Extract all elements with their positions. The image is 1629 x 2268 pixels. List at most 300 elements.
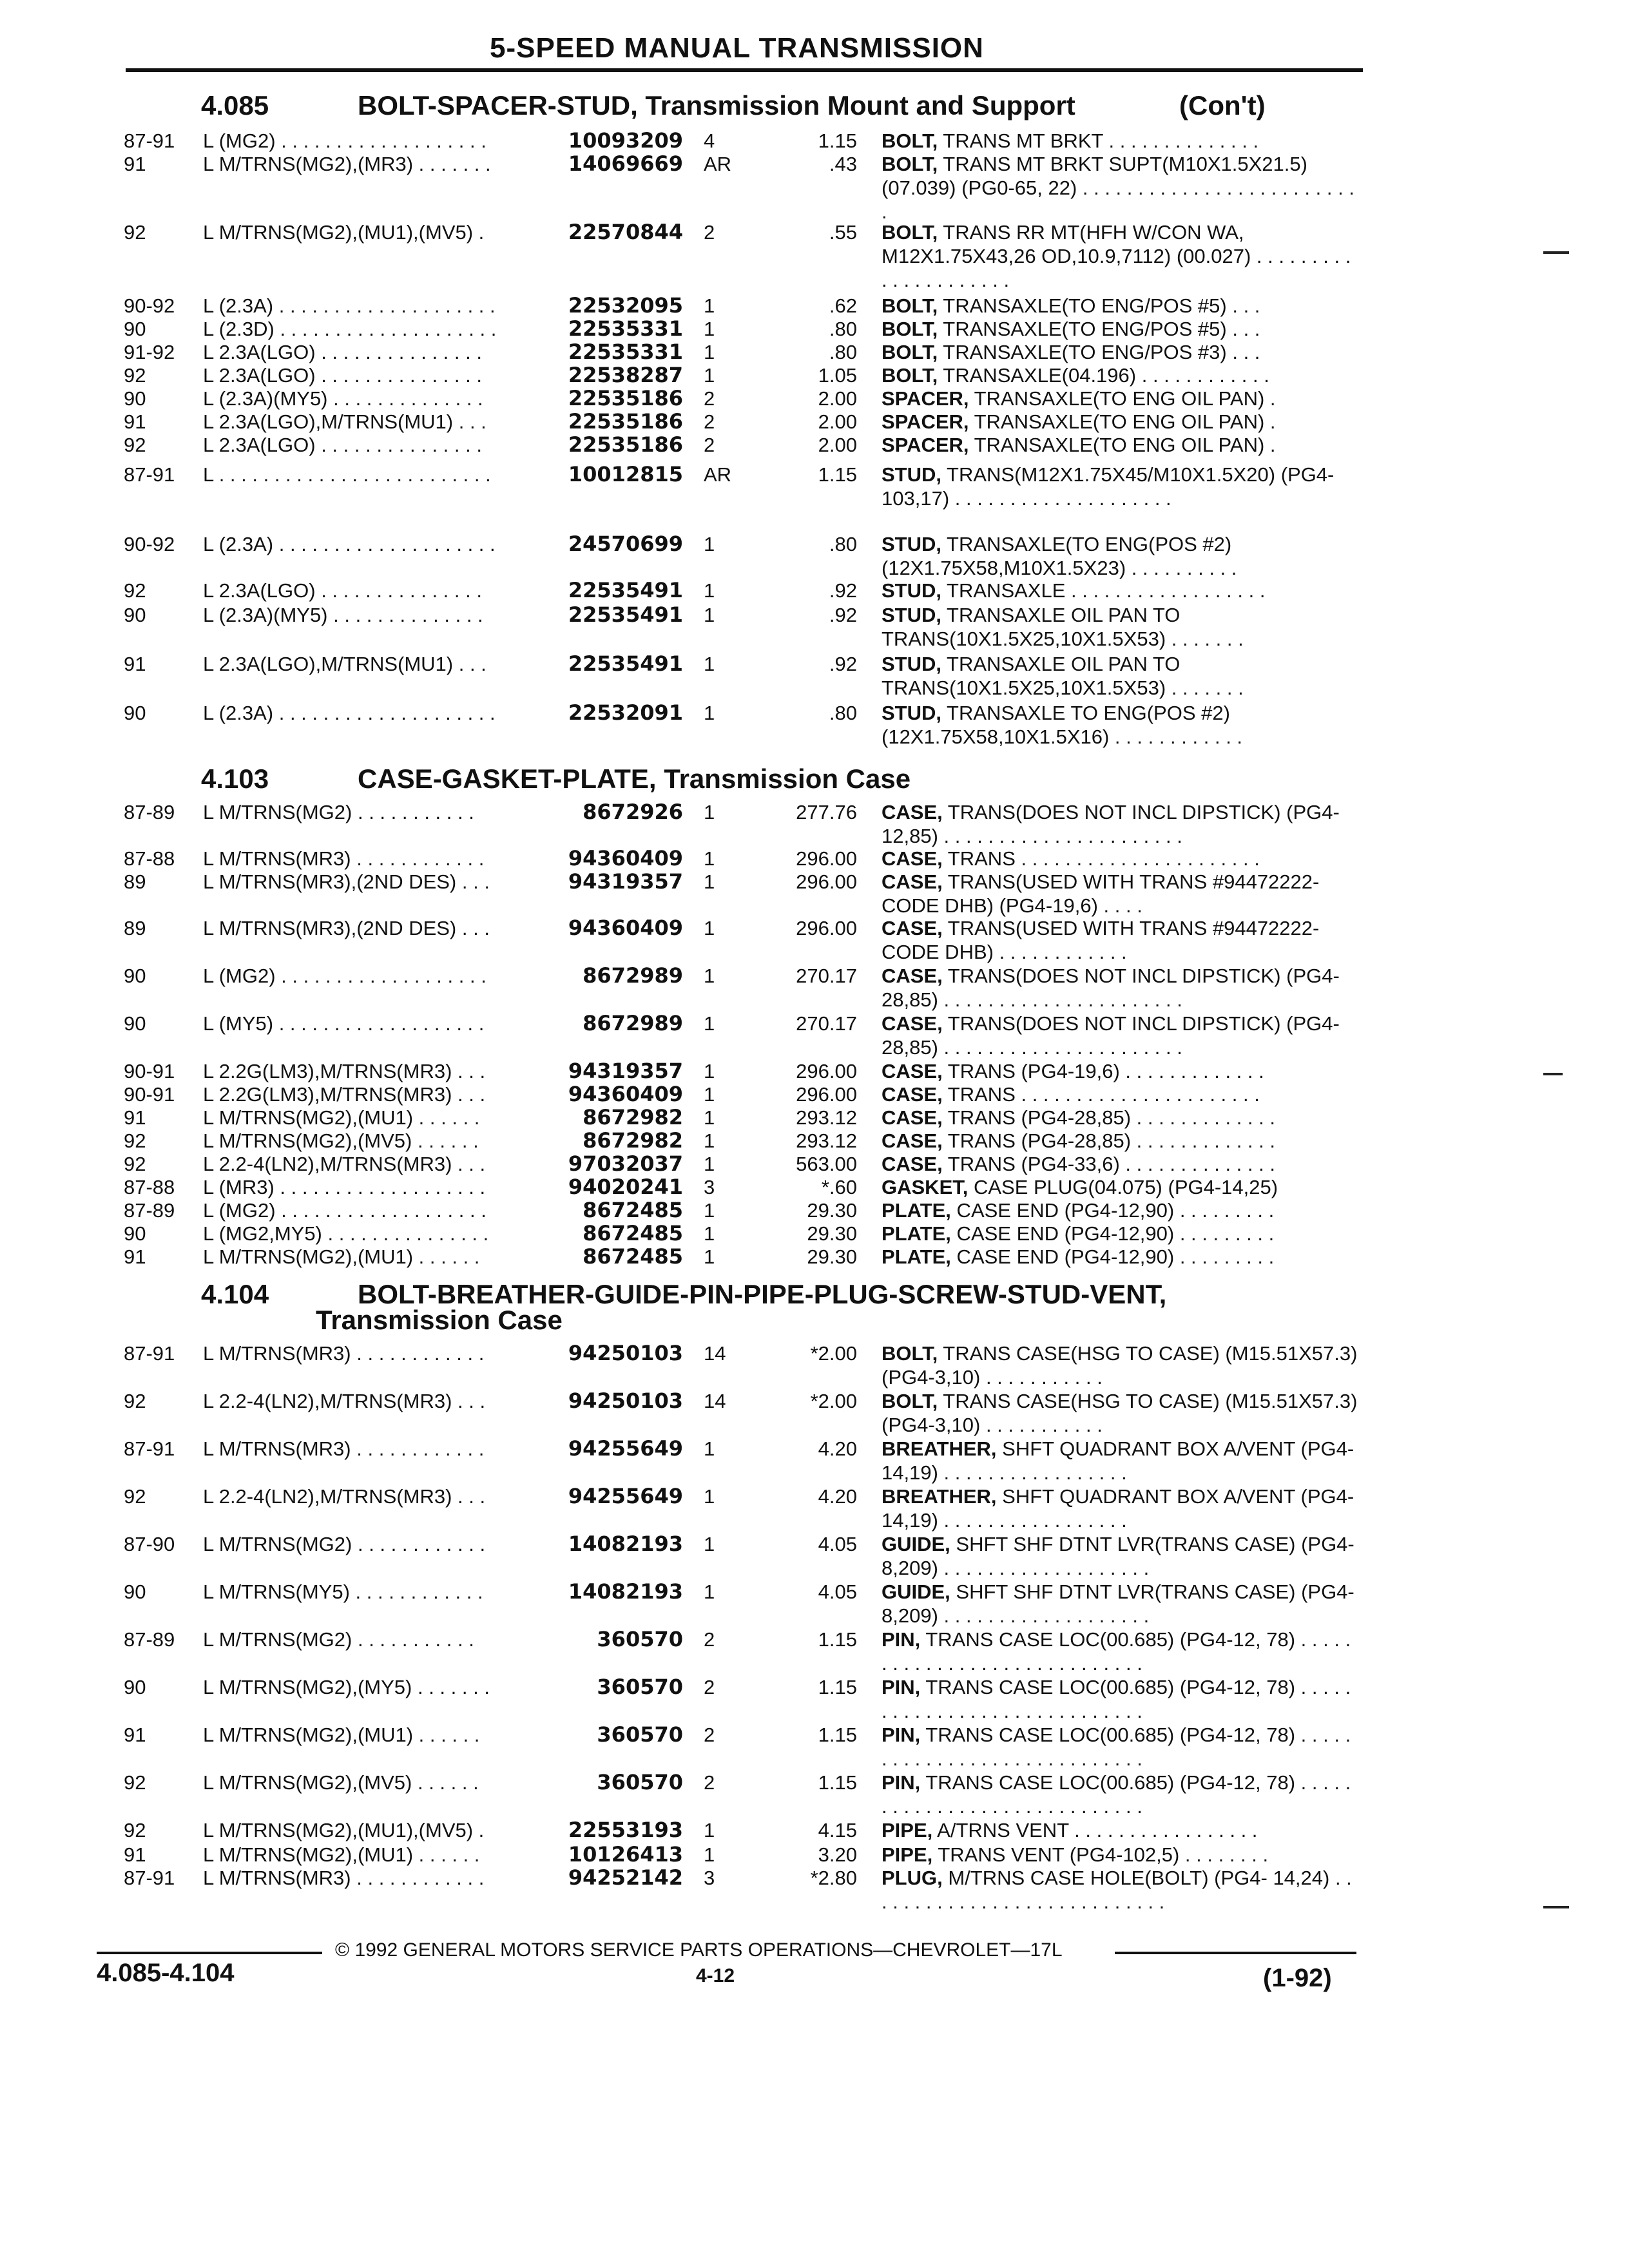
part-type: CASE, bbox=[882, 1012, 943, 1035]
description: CASE, TRANS (PG4-28,85) . . . . . . . . . . . . . bbox=[882, 1106, 1275, 1129]
model-years: 92 bbox=[124, 221, 146, 244]
part-number: 10093209 bbox=[568, 128, 683, 153]
quantity: 1 bbox=[704, 1129, 715, 1152]
usage-line: L M/TRNS(MG2),(MV5) . . . . . . bbox=[203, 1771, 479, 1794]
quantity: 1 bbox=[704, 1060, 715, 1082]
part-number: 22553193 bbox=[568, 1818, 683, 1842]
model-years: 90 bbox=[124, 1676, 146, 1698]
model-years: 91-92 bbox=[124, 341, 175, 363]
part-number: 360570 bbox=[597, 1770, 683, 1794]
quantity: 2 bbox=[704, 1628, 715, 1651]
quantity: 2 bbox=[704, 410, 715, 433]
part-number: 94252142 bbox=[568, 1865, 683, 1890]
part-type: STUD, bbox=[882, 604, 941, 626]
section-continued-label: (Con't) bbox=[1179, 90, 1266, 120]
part-type: BOLT, bbox=[882, 221, 938, 244]
price: .92 bbox=[829, 604, 857, 626]
usage-line: L (MR3) . . . . . . . . . . . . . . . . . . . bbox=[203, 1176, 486, 1198]
description: BOLT, TRANSAXLE(TO ENG/POS #5) . . . bbox=[882, 318, 1260, 340]
part-number: 8672485 bbox=[583, 1198, 683, 1222]
model-years: 90-92 bbox=[124, 533, 175, 555]
price: *2.00 bbox=[810, 1390, 857, 1412]
description: STUD, TRANSAXLE OIL PAN TO TRANS(10X1.5X25,10X1.5X53) . . . . . . . bbox=[882, 653, 1244, 699]
model-years: 92 bbox=[124, 1129, 146, 1152]
price: .80 bbox=[829, 702, 857, 724]
part-number: 14082193 bbox=[568, 1532, 683, 1556]
part-type: BOLT, bbox=[882, 1342, 938, 1365]
part-number: 94020241 bbox=[568, 1175, 683, 1199]
price: 1.15 bbox=[818, 130, 857, 152]
usage-line: L 2.3A(LGO),M/TRNS(MU1) . . . bbox=[203, 410, 487, 433]
part-type: GUIDE, bbox=[882, 1581, 950, 1603]
usage-line: L M/TRNS(MG2),(MU1) . . . . . . bbox=[203, 1245, 480, 1268]
usage-line: L M/TRNS(MG2),(MU1),(MV5) . bbox=[203, 221, 485, 244]
description: BOLT, TRANSAXLE(TO ENG/POS #3) . . . bbox=[882, 341, 1260, 363]
model-years: 92 bbox=[124, 579, 146, 602]
usage-line: L M/TRNS(MR3) . . . . . . . . . . . . bbox=[203, 1342, 485, 1365]
usage-line: L M/TRNS(MG2),(MU1),(MV5) . bbox=[203, 1819, 485, 1841]
model-years: 92 bbox=[124, 364, 146, 387]
quantity: 1 bbox=[704, 1581, 715, 1603]
quantity: 3 bbox=[704, 1176, 715, 1198]
description: PLATE, CASE END (PG4-12,90) . . . . . . . . . bbox=[882, 1199, 1275, 1222]
usage-line: L (2.3D) . . . . . . . . . . . . . . . . . . . . bbox=[203, 318, 497, 340]
description: CASE, TRANS(DOES NOT INCL DIPSTICK) (PG4-12,85) . . . . . . . . . . . . . . . . . . . . . . bbox=[882, 801, 1340, 847]
part-number: 360570 bbox=[597, 1627, 683, 1651]
part-number: 22532095 bbox=[568, 293, 683, 318]
quantity: 1 bbox=[704, 847, 715, 870]
part-number: 8672485 bbox=[583, 1244, 683, 1269]
quantity: 1 bbox=[704, 1819, 715, 1841]
description: BOLT, TRANS MT BRKT SUPT(M10X1.5X21.5)(07.039) (PG0-65, 22) . . . . . . . . . . . . . . . . . . . . . . . . . . bbox=[882, 153, 1354, 223]
part-number: 94360409 bbox=[568, 1082, 683, 1106]
section-title: BOLT-BREATHER-GUIDE-PIN-PIPE-PLUG-SCREW-STUD-VENT, bbox=[358, 1279, 1167, 1309]
quantity: 1 bbox=[704, 1485, 715, 1508]
part-number: 360570 bbox=[597, 1675, 683, 1699]
price: 1.15 bbox=[818, 463, 857, 486]
model-years: 90-91 bbox=[124, 1060, 175, 1082]
usage-line: L 2.2-4(LN2),M/TRNS(MR3) . . . bbox=[203, 1153, 486, 1175]
part-type: CASE, bbox=[882, 1106, 943, 1129]
model-years: 91 bbox=[124, 410, 146, 433]
part-type: PIN, bbox=[882, 1771, 921, 1794]
model-years: 90 bbox=[124, 387, 146, 410]
part-type: PIN, bbox=[882, 1724, 921, 1746]
header-rule bbox=[126, 68, 1363, 72]
usage-line: L M/TRNS(MG2),(MV5) . . . . . . bbox=[203, 1129, 479, 1152]
part-type: PIPE, bbox=[882, 1843, 933, 1866]
model-years: 92 bbox=[124, 1153, 146, 1175]
part-type: PLUG, bbox=[882, 1867, 943, 1889]
price: 2.00 bbox=[818, 410, 857, 433]
quantity: 2 bbox=[704, 1676, 715, 1698]
part-type: BOLT, bbox=[882, 318, 938, 340]
model-years: 87-91 bbox=[124, 130, 175, 152]
description: CASE, TRANS(USED WITH TRANS #94472222-CODE DHB) . . . . . . . . . . . . bbox=[882, 917, 1320, 963]
price: .92 bbox=[829, 579, 857, 602]
price: 270.17 bbox=[796, 1012, 857, 1035]
quantity: 1 bbox=[704, 870, 715, 893]
section-number: 4.103 bbox=[201, 764, 269, 794]
model-years: 90 bbox=[124, 1581, 146, 1603]
price: 1.15 bbox=[818, 1676, 857, 1698]
description: CASE, TRANS(USED WITH TRANS #94472222-CODE DHB) (PG4-19,6) . . . . bbox=[882, 870, 1320, 917]
part-type: BOLT, bbox=[882, 294, 938, 317]
price: 4.05 bbox=[818, 1533, 857, 1555]
footer-rule-left bbox=[97, 1952, 322, 1954]
description: STUD, TRANSAXLE TO ENG(POS #2) (12X1.75X58,10X1.5X16) . . . . . . . . . . . . bbox=[882, 702, 1243, 748]
quantity: 1 bbox=[704, 604, 715, 626]
usage-line: L (MG2) . . . . . . . . . . . . . . . . . . . bbox=[203, 965, 487, 987]
page-title: 5-SPEED MANUAL TRANSMISSION bbox=[490, 32, 984, 64]
part-type: STUD, bbox=[882, 653, 941, 675]
part-number: 8672485 bbox=[583, 1221, 683, 1245]
quantity: 4 bbox=[704, 130, 715, 152]
part-number: 94255649 bbox=[568, 1436, 683, 1461]
quantity: 1 bbox=[704, 1222, 715, 1245]
price: .43 bbox=[829, 153, 857, 175]
usage-line: L (2.3A)(MY5) . . . . . . . . . . . . . . bbox=[203, 604, 483, 626]
model-years: 87-91 bbox=[124, 463, 175, 486]
part-type: CASE, bbox=[882, 801, 943, 823]
description: CASE, TRANS(DOES NOT INCL DIPSTICK) (PG4-28,85) . . . . . . . . . . . . . . . . . . . . . . bbox=[882, 1012, 1340, 1059]
model-years: 92 bbox=[124, 1485, 146, 1508]
quantity: 14 bbox=[704, 1342, 726, 1365]
usage-line: L M/TRNS(MR3),(2ND DES) . . . bbox=[203, 917, 490, 939]
usage-line: L . . . . . . . . . . . . . . . . . . . . . . . . . bbox=[203, 463, 491, 486]
part-type: STUD, bbox=[882, 463, 941, 486]
part-number: 22535491 bbox=[568, 578, 683, 602]
price: .80 bbox=[829, 533, 857, 555]
description: SPACER, TRANSAXLE(TO ENG OIL PAN) . bbox=[882, 434, 1276, 456]
description: BOLT, TRANS RR MT(HFH W/CON WA, M12X1.75X43,26 OD,10.9,7112) (00.027) . . . . . . . . . . . . . . . . . . . . . bbox=[882, 221, 1351, 291]
quantity: 1 bbox=[704, 1533, 715, 1555]
section-number: 4.104 bbox=[201, 1279, 269, 1309]
model-years: 92 bbox=[124, 434, 146, 456]
price: 29.30 bbox=[807, 1222, 857, 1245]
price: 29.30 bbox=[807, 1199, 857, 1222]
quantity: 2 bbox=[704, 1771, 715, 1794]
description: PIN, TRANS CASE LOC(00.685) (PG4-12, 78) . . . . . . . . . . . . . . . . . . . . . . . . . . . . . bbox=[882, 1676, 1351, 1722]
description: BOLT, TRANSAXLE(TO ENG/POS #5) . . . bbox=[882, 294, 1260, 317]
part-type: CASE, bbox=[882, 1083, 943, 1106]
part-type: CASE, bbox=[882, 917, 943, 939]
margin-mark bbox=[1543, 1073, 1563, 1075]
usage-line: L M/TRNS(MG2),(MU1) . . . . . . bbox=[203, 1843, 480, 1866]
part-number: 97032037 bbox=[568, 1151, 683, 1176]
model-years: 90 bbox=[124, 604, 146, 626]
usage-line: L 2.2G(LM3),M/TRNS(MR3) . . . bbox=[203, 1060, 486, 1082]
model-years: 92 bbox=[124, 1819, 146, 1841]
quantity: 3 bbox=[704, 1867, 715, 1889]
part-type: GASKET, bbox=[882, 1176, 969, 1198]
model-years: 87-88 bbox=[124, 1176, 175, 1198]
description: CASE, TRANS . . . . . . . . . . . . . . . . . . . . . . bbox=[882, 1083, 1260, 1106]
description: GUIDE, SHFT SHF DTNT LVR(TRANS CASE) (PG4-8,209) . . . . . . . . . . . . . . . . . . . bbox=[882, 1533, 1354, 1579]
price: *.60 bbox=[821, 1176, 857, 1198]
part-type: CASE, bbox=[882, 965, 943, 987]
margin-mark bbox=[1543, 1906, 1569, 1908]
usage-line: L M/TRNS(MG2) . . . . . . . . . . . bbox=[203, 801, 474, 823]
part-type: CASE, bbox=[882, 1129, 943, 1152]
description: BOLT, TRANS CASE(HSG TO CASE) (M15.51X57.3) (PG4-3,10) . . . . . . . . . . . bbox=[882, 1342, 1358, 1389]
part-number: 22535186 bbox=[568, 432, 683, 457]
part-number: 22538287 bbox=[568, 363, 683, 387]
model-years: 87-91 bbox=[124, 1437, 175, 1460]
part-type: BOLT, bbox=[882, 1390, 938, 1412]
part-type: PIN, bbox=[882, 1676, 921, 1698]
usage-line: L 2.2-4(LN2),M/TRNS(MR3) . . . bbox=[203, 1485, 486, 1508]
description: CASE, TRANS (PG4-19,6) . . . . . . . . . . . . . bbox=[882, 1060, 1264, 1082]
part-type: PLATE, bbox=[882, 1199, 951, 1222]
usage-line: L (2.3A)(MY5) . . . . . . . . . . . . . . bbox=[203, 387, 483, 410]
price: 2.00 bbox=[818, 387, 857, 410]
price: 293.12 bbox=[796, 1106, 857, 1129]
section-title-continued: Transmission Case bbox=[316, 1305, 563, 1335]
usage-line: L M/TRNS(MR3) . . . . . . . . . . . . bbox=[203, 847, 485, 870]
quantity: 1 bbox=[704, 801, 715, 823]
description: BOLT, TRANS MT BRKT . . . . . . . . . . . . . . bbox=[882, 130, 1259, 152]
usage-line: L (MG2) . . . . . . . . . . . . . . . . . . . bbox=[203, 130, 487, 152]
price: 3.20 bbox=[818, 1843, 857, 1866]
model-years: 87-88 bbox=[124, 847, 175, 870]
footer-page-number: 4-12 bbox=[696, 1965, 735, 1986]
quantity: 1 bbox=[704, 1106, 715, 1129]
description: SPACER, TRANSAXLE(TO ENG OIL PAN) . bbox=[882, 410, 1276, 433]
part-number: 10126413 bbox=[568, 1842, 683, 1867]
quantity: 1 bbox=[704, 1153, 715, 1175]
model-years: 89 bbox=[124, 870, 146, 893]
quantity: 2 bbox=[704, 434, 715, 456]
price: .80 bbox=[829, 341, 857, 363]
footer-rule-right bbox=[1115, 1952, 1356, 1954]
usage-line: L M/TRNS(MG2) . . . . . . . . . . . bbox=[203, 1628, 474, 1651]
model-years: 91 bbox=[124, 153, 146, 175]
description: PLUG, M/TRNS CASE HOLE(BOLT) (PG4- 14,24) . . . . . . . . . . . . . . . . . . . . . . . . . . . . bbox=[882, 1867, 1352, 1913]
quantity: 1 bbox=[704, 318, 715, 340]
price: 4.05 bbox=[818, 1581, 857, 1603]
usage-line: L 2.3A(LGO) . . . . . . . . . . . . . . . bbox=[203, 341, 482, 363]
price: 296.00 bbox=[796, 870, 857, 893]
usage-line: L 2.2-4(LN2),M/TRNS(MR3) . . . bbox=[203, 1390, 486, 1412]
usage-line: L 2.2G(LM3),M/TRNS(MR3) . . . bbox=[203, 1083, 486, 1106]
quantity: 2 bbox=[704, 387, 715, 410]
description: CASE, TRANS . . . . . . . . . . . . . . . . . . . . . . bbox=[882, 847, 1260, 870]
part-type: GUIDE, bbox=[882, 1533, 950, 1555]
usage-line: L 2.3A(LGO) . . . . . . . . . . . . . . . bbox=[203, 434, 482, 456]
part-type: STUD, bbox=[882, 702, 941, 724]
description: GASKET, CASE PLUG(04.075) (PG4-14,25) bbox=[882, 1176, 1278, 1198]
part-type: PLATE, bbox=[882, 1222, 951, 1245]
model-years: 87-91 bbox=[124, 1342, 175, 1365]
part-number: 22535491 bbox=[568, 651, 683, 676]
quantity: 1 bbox=[704, 1083, 715, 1106]
part-type: PIPE, bbox=[882, 1819, 933, 1841]
part-type: PIN, bbox=[882, 1628, 921, 1651]
part-number: 22570844 bbox=[568, 220, 683, 244]
quantity: 2 bbox=[704, 221, 715, 244]
quantity: 1 bbox=[704, 1245, 715, 1268]
footer-section-range: 4.085-4.104 bbox=[97, 1959, 235, 1987]
model-years: 91 bbox=[124, 1724, 146, 1746]
part-type: PLATE, bbox=[882, 1245, 951, 1268]
model-years: 87-90 bbox=[124, 1533, 175, 1555]
quantity: 1 bbox=[704, 917, 715, 939]
description: PIN, TRANS CASE LOC(00.685) (PG4-12, 78) . . . . . . . . . . . . . . . . . . . . . . . . . . . . . bbox=[882, 1771, 1351, 1818]
quantity: 14 bbox=[704, 1390, 726, 1412]
price: 1.05 bbox=[818, 364, 857, 387]
usage-line: L (MY5) . . . . . . . . . . . . . . . . . . . bbox=[203, 1012, 485, 1035]
section-title: CASE-GASKET-PLATE, Transmission Case bbox=[358, 764, 911, 794]
footer-copyright: © 1992 GENERAL MOTORS SERVICE PARTS OPERATIONS—CHEVROLET—17L bbox=[335, 1939, 1063, 1961]
part-type: CASE, bbox=[882, 870, 943, 893]
model-years: 91 bbox=[124, 1106, 146, 1129]
part-number: 22535186 bbox=[568, 386, 683, 410]
quantity: 1 bbox=[704, 1437, 715, 1460]
description: STUD, TRANSAXLE . . . . . . . . . . . . . . . . . . bbox=[882, 579, 1266, 602]
price: 2.00 bbox=[818, 434, 857, 456]
description: STUD, TRANS(M12X1.75X45/M10X1.5X20) (PG4-103,17) . . . . . . . . . . . . . . . . . . . . bbox=[882, 463, 1335, 510]
part-number: 22535331 bbox=[568, 340, 683, 364]
quantity: 1 bbox=[704, 1012, 715, 1035]
usage-line: L M/TRNS(MG2) . . . . . . . . . . . . bbox=[203, 1533, 486, 1555]
part-type: CASE, bbox=[882, 1153, 943, 1175]
description: BOLT, TRANS CASE(HSG TO CASE) (M15.51X57.3) (PG4-3,10) . . . . . . . . . . . bbox=[882, 1390, 1358, 1436]
usage-line: L 2.3A(LGO) . . . . . . . . . . . . . . . bbox=[203, 364, 482, 387]
model-years: 92 bbox=[124, 1390, 146, 1412]
part-number: 8672989 bbox=[583, 1011, 683, 1035]
price: *2.80 bbox=[810, 1867, 857, 1889]
part-number: 14082193 bbox=[568, 1579, 683, 1604]
description: PLATE, CASE END (PG4-12,90) . . . . . . . . . bbox=[882, 1245, 1275, 1268]
model-years: 90 bbox=[124, 965, 146, 987]
part-number: 8672982 bbox=[583, 1105, 683, 1129]
price: .55 bbox=[829, 221, 857, 244]
price: 4.20 bbox=[818, 1437, 857, 1460]
model-years: 87-89 bbox=[124, 801, 175, 823]
part-number: 24570699 bbox=[568, 532, 683, 556]
part-type: SPACER, bbox=[882, 387, 969, 410]
price: 1.15 bbox=[818, 1724, 857, 1746]
part-type: BOLT, bbox=[882, 130, 938, 152]
price: 296.00 bbox=[796, 847, 857, 870]
usage-line: L (MG2,MY5) . . . . . . . . . . . . . . . bbox=[203, 1222, 489, 1245]
part-number: 22532091 bbox=[568, 700, 683, 725]
section-title: BOLT-SPACER-STUD, Transmission Mount and Support bbox=[358, 90, 1075, 120]
usage-line: L (2.3A) . . . . . . . . . . . . . . . . . . . . bbox=[203, 533, 496, 555]
price: 1.15 bbox=[818, 1771, 857, 1794]
model-years: 91 bbox=[124, 653, 146, 675]
model-years: 90-92 bbox=[124, 294, 175, 317]
model-years: 87-91 bbox=[124, 1867, 175, 1889]
quantity: 1 bbox=[704, 579, 715, 602]
part-type: BOLT, bbox=[882, 153, 938, 175]
part-number: 94319357 bbox=[568, 869, 683, 894]
model-years: 87-89 bbox=[124, 1199, 175, 1222]
part-number: 8672989 bbox=[583, 963, 683, 988]
part-number: 94319357 bbox=[568, 1059, 683, 1083]
usage-line: L 2.3A(LGO) . . . . . . . . . . . . . . . bbox=[203, 579, 482, 602]
description: CASE, TRANS(DOES NOT INCL DIPSTICK) (PG4-28,85) . . . . . . . . . . . . . . . . . . . . . . bbox=[882, 965, 1340, 1011]
quantity: AR bbox=[704, 153, 732, 175]
usage-line: L (2.3A) . . . . . . . . . . . . . . . . . . . . bbox=[203, 702, 496, 724]
part-number: 94360409 bbox=[568, 846, 683, 870]
footer-date: (1-92) bbox=[1263, 1964, 1332, 1992]
price: 296.00 bbox=[796, 917, 857, 939]
part-number: 94250103 bbox=[568, 1389, 683, 1413]
part-number: 8672926 bbox=[583, 800, 683, 824]
description: STUD, TRANSAXLE OIL PAN TO TRANS(10X1.5X25,10X1.5X53) . . . . . . . bbox=[882, 604, 1244, 650]
part-type: BREATHER, bbox=[882, 1485, 997, 1508]
part-type: BREATHER, bbox=[882, 1437, 997, 1460]
model-years: 92 bbox=[124, 1771, 146, 1794]
part-type: BOLT, bbox=[882, 364, 938, 387]
price: 296.00 bbox=[796, 1060, 857, 1082]
part-number: 94360409 bbox=[568, 916, 683, 940]
part-type: STUD, bbox=[882, 579, 941, 602]
part-number: 94250103 bbox=[568, 1341, 683, 1365]
margin-mark bbox=[1543, 251, 1569, 254]
usage-line: L M/TRNS(MY5) . . . . . . . . . . . . bbox=[203, 1581, 483, 1603]
part-number: 360570 bbox=[597, 1722, 683, 1747]
section-heading bbox=[0, 764, 1629, 802]
part-type: CASE, bbox=[882, 1060, 943, 1082]
part-number: 22535331 bbox=[568, 316, 683, 341]
part-type: SPACER, bbox=[882, 434, 969, 456]
part-number: 10012815 bbox=[568, 462, 683, 486]
quantity: 1 bbox=[704, 294, 715, 317]
usage-line: L M/TRNS(MR3) . . . . . . . . . . . . bbox=[203, 1437, 485, 1460]
part-number: 22535186 bbox=[568, 409, 683, 434]
price: 296.00 bbox=[796, 1083, 857, 1106]
usage-line: L M/TRNS(MG2),(MR3) . . . . . . . bbox=[203, 153, 491, 175]
description: CASE, TRANS (PG4-33,6) . . . . . . . . . . . . . . bbox=[882, 1153, 1275, 1175]
section-heading bbox=[0, 90, 1629, 129]
part-number: 94255649 bbox=[568, 1484, 683, 1508]
model-years: 89 bbox=[124, 917, 146, 939]
price: .62 bbox=[829, 294, 857, 317]
quantity: 1 bbox=[704, 702, 715, 724]
price: 29.30 bbox=[807, 1245, 857, 1268]
quantity: 1 bbox=[704, 653, 715, 675]
part-type: CASE, bbox=[882, 847, 943, 870]
quantity: 1 bbox=[704, 533, 715, 555]
quantity: 1 bbox=[704, 1199, 715, 1222]
part-type: STUD, bbox=[882, 533, 941, 555]
price: 293.12 bbox=[796, 1129, 857, 1152]
model-years: 87-89 bbox=[124, 1628, 175, 1651]
part-type: BOLT, bbox=[882, 341, 938, 363]
description: PIPE, TRANS VENT (PG4-102,5) . . . . . . . . bbox=[882, 1843, 1269, 1866]
model-years: 90-91 bbox=[124, 1083, 175, 1106]
price: .80 bbox=[829, 318, 857, 340]
description: PLATE, CASE END (PG4-12,90) . . . . . . . . . bbox=[882, 1222, 1275, 1245]
price: 270.17 bbox=[796, 965, 857, 987]
quantity: 2 bbox=[704, 1724, 715, 1746]
price: 563.00 bbox=[796, 1153, 857, 1175]
quantity: 1 bbox=[704, 965, 715, 987]
price: 277.76 bbox=[796, 801, 857, 823]
model-years: 91 bbox=[124, 1245, 146, 1268]
description: PIN, TRANS CASE LOC(00.685) (PG4-12, 78) . . . . . . . . . . . . . . . . . . . . . . . . . . . . . bbox=[882, 1724, 1351, 1770]
section-heading bbox=[0, 1279, 1629, 1335]
usage-line: L M/TRNS(MG2),(MY5) . . . . . . . bbox=[203, 1676, 490, 1698]
quantity: 1 bbox=[704, 341, 715, 363]
part-type: SPACER, bbox=[882, 410, 969, 433]
quantity: 1 bbox=[704, 1843, 715, 1866]
usage-line: L 2.3A(LGO),M/TRNS(MU1) . . . bbox=[203, 653, 487, 675]
description: PIN, TRANS CASE LOC(00.685) (PG4-12, 78) . . . . . . . . . . . . . . . . . . . . . . . . . . . . . bbox=[882, 1628, 1351, 1675]
